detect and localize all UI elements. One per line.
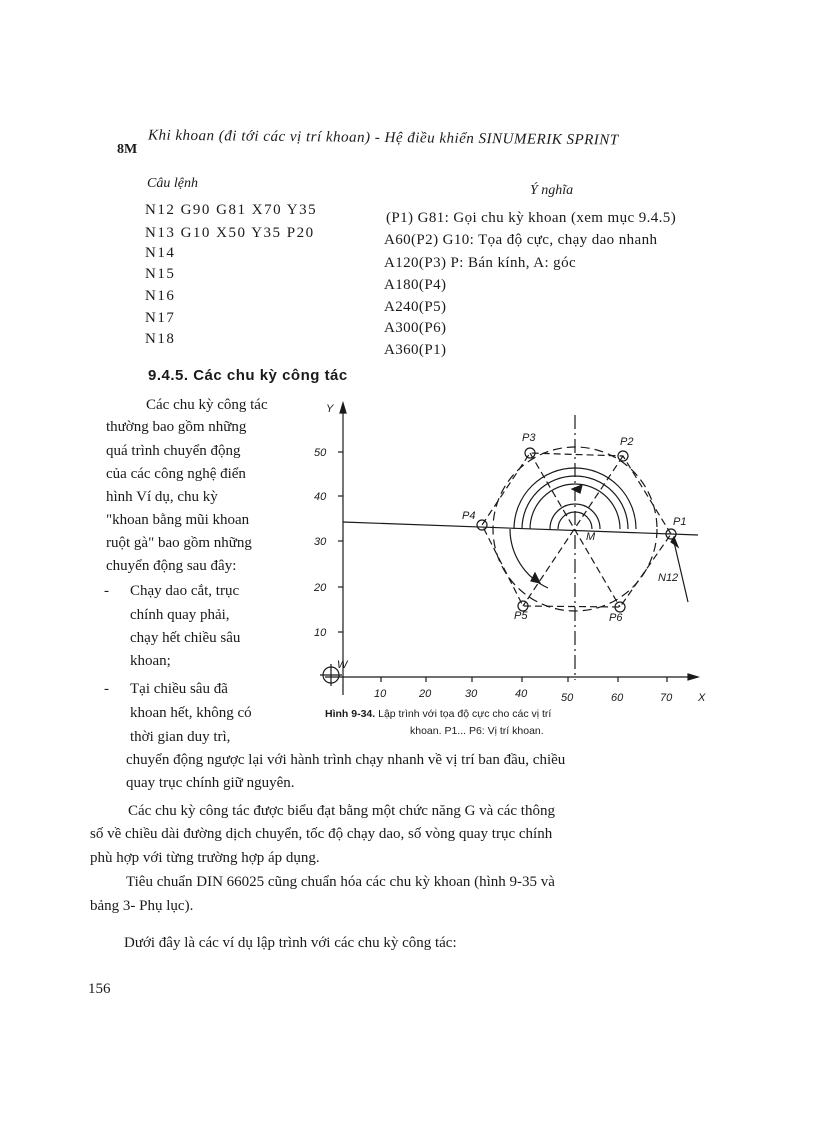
point-label-p3: P3 <box>522 432 536 444</box>
command-line: N15 <box>145 266 176 282</box>
meaning-line: (P1) G81: Gọi chu kỳ khoan (xem mục 9.4.5) <box>386 210 677 226</box>
meaning-line: A240(P5) <box>384 299 447 315</box>
caption-line-2: khoan. P1... P6: Vị trí khoan. <box>410 725 544 737</box>
page-number: 156 <box>88 981 111 997</box>
n12-label: N12 <box>658 572 679 584</box>
y-tick-label: 30 <box>314 536 327 548</box>
command-line: N14 <box>145 245 176 261</box>
x-tick-label: 30 <box>465 688 478 700</box>
command-line: N13 G10 X50 Y35 P20 <box>145 225 315 241</box>
text-line: của các công nghệ điển <box>106 466 246 482</box>
text-line: quá trình chuyển động <box>106 443 241 459</box>
text-line: thường bao gồm những <box>106 419 247 435</box>
point-label-p1: P1 <box>673 516 687 528</box>
x-tick-label: 40 <box>515 688 528 700</box>
text-line: thời gian duy trì, <box>130 729 231 745</box>
text-line: ruột gà" bao gồm những <box>106 535 252 551</box>
x-tick-label: 10 <box>374 688 387 700</box>
y-tick-label: 20 <box>314 582 327 594</box>
text-line: Tiêu chuẩn DIN 66025 cũng chuẩn hóa các chu kỳ khoan (hình 9-35 và <box>126 874 555 890</box>
text-line: Chạy dao cắt, trục <box>130 583 240 599</box>
y-axis-arrow <box>340 403 346 413</box>
x-axis-arrow <box>688 674 698 680</box>
point-label-p5: P5 <box>514 610 528 622</box>
x-tick-label: 70 <box>660 692 673 704</box>
x-axis-label: X <box>698 692 706 704</box>
command-line: N18 <box>145 331 176 347</box>
y-axis-label: Y <box>326 403 334 415</box>
drill-point-p4 <box>477 520 487 530</box>
caption-label: Hình 9-34. <box>325 708 376 720</box>
table-header-commands: Câu lệnh <box>147 176 198 191</box>
text-line: hình Ví dụ, chu kỳ <box>106 489 218 505</box>
point-label-p2: P2 <box>620 436 634 448</box>
text-line: bảng 3- Phụ lục). <box>90 898 194 914</box>
meaning-line: A60(P2) G10: Tọa độ cực, chạy dao nhanh <box>384 232 658 248</box>
text-line: quay trục chính giữ nguyên. <box>126 775 295 791</box>
meaning-line: A120(P3) P: Bán kính, A: góc <box>384 255 577 271</box>
command-line: N16 <box>145 288 176 304</box>
text-line: chuyển động ngược lại với hành trình chạy nhanh về vị trí ban đầu, chiều <box>126 752 566 768</box>
text-line: Tại chiều sâu đã <box>130 681 228 697</box>
text-line: khoan; <box>130 653 171 669</box>
y-tick-label: 10 <box>314 627 327 639</box>
point-label-p4: P4 <box>462 510 476 522</box>
text-line: chạy hết chiều sâu <box>130 630 241 646</box>
meaning-line: A360(P1) <box>384 342 447 358</box>
x-tick-label: 60 <box>611 692 624 704</box>
text-line: Các chu kỳ công tác được biểu đạt bằng một chức năng G và các thông <box>128 803 555 819</box>
text-line: Dưới đây là các ví dụ lập trình với các chu kỳ công tác: <box>124 935 457 951</box>
table-header-meaning: Ý nghĩa <box>530 183 574 198</box>
running-header: Khi khoan (đi tới các vị trí khoan) - Hệ điều khiển SINUMERIK SPRINT <box>147 127 619 149</box>
y-tick-label: 50 <box>314 447 327 459</box>
meaning-line: A180(P4) <box>384 277 447 293</box>
text-line: chuyển động sau đây: <box>106 558 237 574</box>
figure-caption <box>325 708 551 720</box>
text-line: khoan hết, không có <box>130 705 252 721</box>
bullet-dash: - <box>104 583 109 599</box>
meaning-line: A300(P6) <box>384 320 447 336</box>
origin-label: W <box>337 659 348 671</box>
x-tick-label: 20 <box>419 688 432 700</box>
center-label: M <box>586 531 596 543</box>
text-line: số về chiều dài đường dịch chuyển, tốc độ chạy dao, số vòng quay trục chính <box>90 826 553 842</box>
chapter-mark: 8M <box>117 142 138 157</box>
y-tick-label: 40 <box>314 491 327 503</box>
text-line: Các chu kỳ công tác <box>146 397 268 413</box>
point-label-p6: P6 <box>609 612 623 624</box>
text-line: phù hợp với từng trường hợp áp dụng. <box>90 850 320 866</box>
section-heading: 9.4.5. Các chu kỳ công tác <box>148 367 348 384</box>
caption-text: Lập trình với tọa độ cực cho các vị trí <box>378 708 552 720</box>
text-line: chính quay phải, <box>130 607 230 623</box>
command-line: N12 G90 G81 X70 Y35 <box>145 202 318 218</box>
x-tick-label: 50 <box>561 692 574 704</box>
command-line: N17 <box>145 310 176 326</box>
bullet-dash: - <box>104 681 109 697</box>
figure-polar-drilling <box>300 395 720 750</box>
text-line: "khoan bằng mũi khoan <box>106 512 250 528</box>
